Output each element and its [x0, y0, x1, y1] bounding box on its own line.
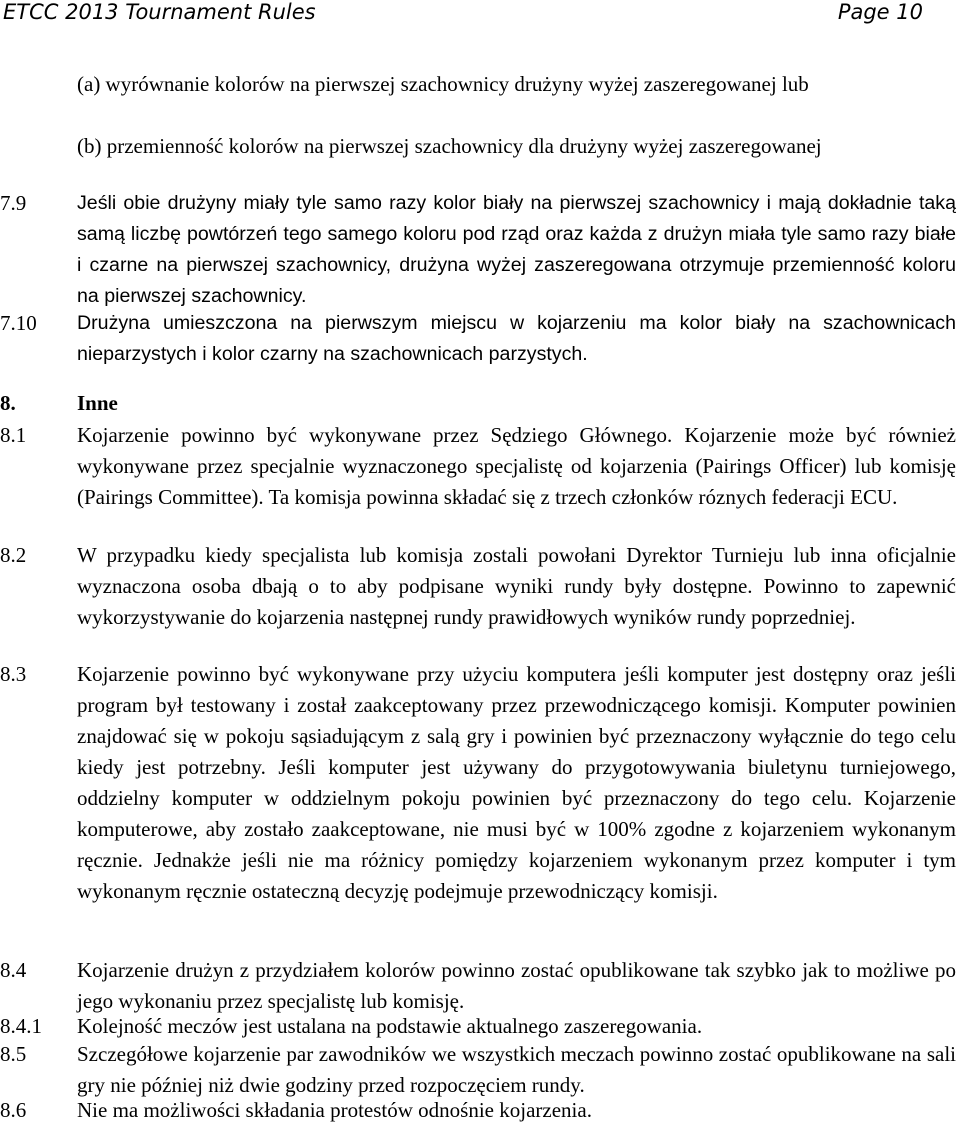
rule-text: (b) przemienność kolorów na pierwszej szachownicy dla drużyny wyżej zaszeregowanej	[77, 134, 822, 158]
document-title: ETCC 2013 Tournament Rules	[3, 0, 316, 24]
rule-text: Drużyna umieszczona na pierwszym miejscu w kojarzeniu ma kolor biały na szachownicach nieparzystych i kolor czarny na szachownicach parzystych.	[77, 312, 956, 365]
rule-number: 8.4.1	[0, 1014, 42, 1038]
rule-number: 7.9	[0, 191, 27, 215]
rule-number: 8.5	[0, 1042, 27, 1066]
rule-text: Kojarzenie drużyn z przydziałem kolorów powinno zostać opublikowane tak szybko jak to możliwe po jego wykonaniu przez specjalistę lub komisję.	[77, 958, 956, 1013]
rule-text: Nie ma możliwości składania protestów odnośnie kojarzenia.	[77, 1098, 592, 1122]
rule-number: 8.3	[0, 662, 27, 686]
rule-text: (a) wyrównanie kolorów na pierwszej szachownicy drużyny wyżej zaszeregowanej lub	[77, 72, 809, 96]
rule-text: Kolejność meczów jest ustalana na podstawie aktualnego zaszeregowania.	[77, 1014, 703, 1038]
page-number: Page 10	[837, 0, 923, 24]
section-number: 8.	[0, 391, 16, 415]
page-header	[0, 0, 960, 30]
rule-number: 8.1	[0, 423, 27, 447]
section-title: Inne	[77, 391, 118, 415]
rule-text: Kojarzenie powinno być wykonywane przez Sędziego Głównego. Kojarzenie może być również wykonywane przez specjalnie wyznaczonego specjalistę od kojarzenia (Pairings Officer) lub komisję (Pairings Committee). Ta komisja powinna składać się z trzech członków róznych federacji ECU.	[77, 423, 956, 509]
rule-number: 8.2	[0, 543, 27, 567]
rule-number: 8.4	[0, 958, 27, 982]
rule-text: Szczegółowe kojarzenie par zawodników we wszystkich meczach powinno zostać opublikowane na sali gry nie później niż dwie godziny przed rozpoczęciem rundy.	[77, 1042, 956, 1097]
rule-number: 7.10	[0, 311, 37, 335]
rule-number: 8.6	[0, 1098, 27, 1122]
rule-text: W przypadku kiedy specjalista lub komisja zostali powołani Dyrektor Turnieju lub inna oficjalnie wyznaczona osoba dbają o to aby podpisane wyniki rundy były dostępne. Powinno to zapewnić wykorzystywanie do kojarzenia następnej rundy prawidłowych wyników rundy poprzedniej.	[77, 543, 956, 629]
rule-text: Kojarzenie powinno być wykonywane przy użyciu komputera jeśli komputer jest dostępny oraz jeśli program był testowany i został zaakceptowany przez przewodniczącego komisji. Komputer powinien znajdować się w pokoju sąsiadującym z salą gry i powinien być przeznaczony wyłącznie do tego celu kiedy jest potrzebny. Jeśli komputer jest używany do przygotowywania biuletynu turniejowego, oddzielny komputer w oddzielnym pokoju powinien być przeznaczony do tego celu. Kojarzenie komputerowe, aby zostało zaakceptowane, nie musi być w 100% zgodne z kojarzeniem wykonanym ręcznie. Jednakże jeśli nie ma różnicy pomiędzy kojarzeniem wykonanym przez komputer i tym wykonanym ręcznie ostateczną decyzję podejmuje przewodniczący komisji.	[77, 662, 956, 903]
rule-text: Jeśli obie drużyny miały tyle samo razy kolor biały na pierwszej szachownicy i mają dokładnie taką samą liczbę powtórzeń tego samego koloru pod rząd oraz każda z drużyn miała tyle samo razy białe i czarne na pierwszej szachownicy, drużyna wyżej zaszeregowana otrzymuje przemienność koloru na pierwszej szachownicy.	[77, 192, 956, 307]
